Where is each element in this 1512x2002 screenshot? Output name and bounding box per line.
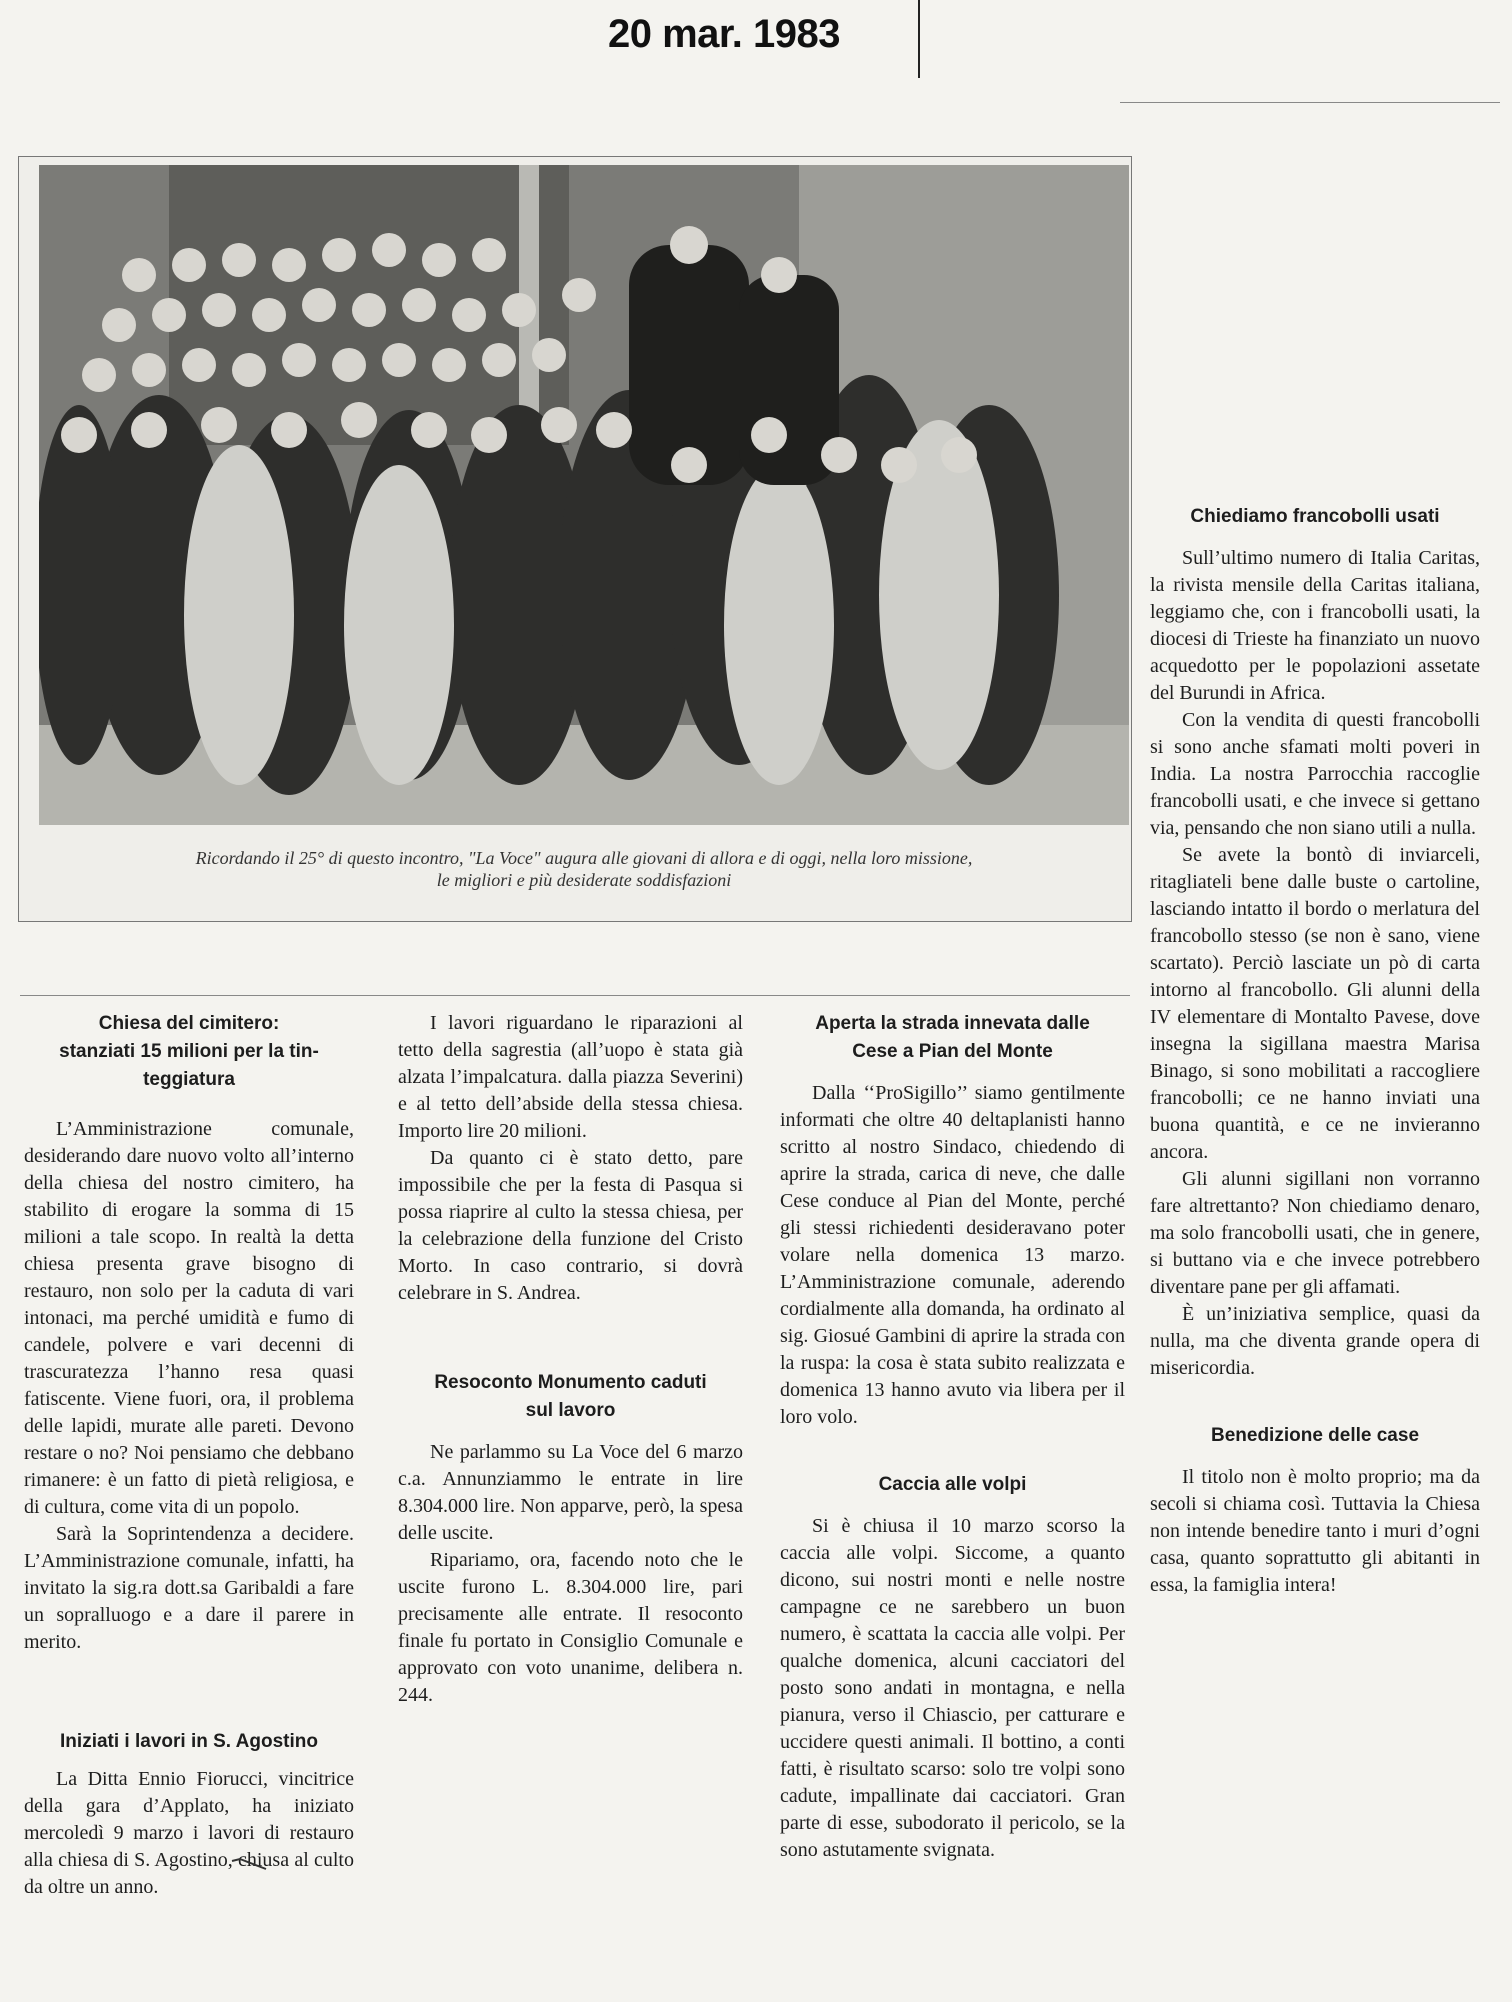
article-francobolli-paragraph: È un’iniziativa semplice, quasi da nulla, ma che diventa grande opera di misericordia. bbox=[1150, 1303, 1480, 1379]
article-benedizione-paragraph: Il titolo non è molto proprio; ma da secoli si chiama così. Tuttavia la Chiesa non intende benedire tanto i muri d’ogni casa, quanto soprattutto gli abitanti in essa, la famiglia intera! bbox=[1150, 1466, 1480, 1596]
article-monumento-paragraph: Ne parlammo su La Voce del 6 marzo c.a. Annunziammo le entrate in lire 8.304.000 lire. Non apparve, però, la spesa delle uscite. bbox=[398, 1441, 743, 1544]
article-francobolli-title: Chiediamo francobolli usati bbox=[1190, 506, 1440, 527]
article-monumento-title: Resoconto Monumento caduti sul lavoro bbox=[434, 1372, 707, 1421]
article-francobolli-paragraph: Gli alunni sigillani non vorranno fare altrettanto? Non chiediamo denaro, ma solo francobolli usati, che in genere, si buttano via e che invece potrebbero diventare pane per gli affamati. bbox=[1150, 1168, 1480, 1298]
article-benedizione-title: Benedizione delle case bbox=[1210, 1425, 1420, 1446]
group-photo-illustration bbox=[39, 165, 1129, 825]
article-francobolli-paragraph: Con la vendita di questi francobolli si sono anche sfamati molti poveri in India. La nostra Parrocchia raccoglie francobolli usati, e che invece si gettano via, pensando che non siano utili a nulla. bbox=[1150, 709, 1480, 839]
photo-frame bbox=[18, 156, 1132, 922]
photo-caption bbox=[39, 847, 1129, 891]
photo-caption-line1: Ricordando il 25° di questo incontro, "La Voce" augura alle giovani di allora e di oggi, nella loro missione, bbox=[195, 848, 973, 868]
article-monumento-paragraph: Ripariamo, ora, facendo noto che le uscite furono L. 8.304.000 lire, pari precisamente alle entrate. Il resoconto finale fu portato in Consiglio Comunale e approvato con voto unanime, delibera n. 244. bbox=[398, 1549, 743, 1706]
date-divider bbox=[918, 0, 920, 78]
article-francobolli-paragraph: Se avete la bontò di inviarceli, ritagliateli bene dalle buste o cartoline, lasciando intatto il bordo o merlatura del francobollo stesso (se non è sano, viene scartato). Perciò lasciate un pò di carta intorno al francobollo. Gli alunni della IV elementare di Montalto Pavese, dove insegna la sigillana maestra Marisa Binago, si sono mobilitati a raccogliere francobolli; ce ne hanno inviati una buona quantità, e ce ne invieranno ancora. bbox=[1150, 844, 1480, 1163]
group-photo bbox=[39, 165, 1129, 825]
article-volpi-paragraph: Si è chiusa il 10 marzo scorso la caccia alle volpi. Siccome, a quanto dicono, sui nostri monti e nelle nostre campagne ce ne sarebbero un buon numero, è scattata la caccia alle volpi. Per qualche domenica, alcuni cacciatori del posto sono andati in montagna, e nella pianura, verso il Chiascio, per catturare e uccidere questi animali. Il bottino, a conti fatti, è risultato scarso: solo tre volpi sono cadute, impallinate dai cacciatori. Gran parte di esse, subodorato il pericolo, se la sono astutamente svignata. bbox=[780, 1515, 1125, 1861]
photo-caption-line2: le migliori e più desiderate soddisfazioni bbox=[436, 870, 732, 890]
article-cimitero-title: Chiesa del cimitero: stanziati 15 milioni per la tin- teggiatura bbox=[59, 1013, 319, 1090]
photo-bottom-rule bbox=[20, 995, 1130, 996]
article-strada-title: Aperta la strada innevata dalle Cese a Pian del Monte bbox=[815, 1013, 1090, 1062]
article-volpi-title: Caccia alle volpi bbox=[878, 1474, 1027, 1495]
column-1 bbox=[24, 1010, 354, 1901]
article-strada-paragraph: Dalla ‘‘ProSigillo’’ siamo gentilmente informati che oltre 40 deltaplanisti hanno scritto al nostro Sindaco, chiedendo di aprire la strada, carica di neve, che dalle Cese conduce al Pian del Monte, perché gli stessi richiedenti desideravano poter volare nella domenica 13 marzo. L’Amministrazione comunale, aderendo cordialmente alla domanda, ha ordinato al sig. Giosué Gambini di aprire la strada con la ruspa: la cosa è stata subito realizzata e domenica 13 hanno avuto via libera per il loro volo. bbox=[780, 1082, 1125, 1428]
article-agostino-paragraph: I lavori riguardano le riparazioni al tetto della sagrestia (all’uopo è stata già alzata l’impalcatura. dalla piazza Severini) e al tetto dell’abside della stessa chiesa. Importo lire 20 milioni. bbox=[398, 1012, 743, 1142]
ink-mark-icon bbox=[230, 1857, 270, 1871]
right-column-top-rule bbox=[1120, 102, 1500, 103]
column-3 bbox=[780, 1010, 1125, 1864]
article-agostino-title: Iniziati i lavori in S. Agostino bbox=[60, 1731, 318, 1752]
article-cimitero-paragraph: Sarà la Soprintendenza a decidere. L’Amministrazione comunale, infatti, ha invitato la sig.ra dott.sa Garibaldi a fare un sopralluogo e a dare il parere in merito. bbox=[24, 1523, 354, 1653]
date-stamp bbox=[600, 8, 920, 64]
date-text: 20 mar. 1983 bbox=[608, 12, 840, 56]
column-2 bbox=[398, 1010, 743, 1709]
article-francobolli-paragraph: Sull’ultimo numero di Italia Caritas, la rivista mensile della Caritas italiana, leggiamo che, con i francobolli usati, la diocesi di Trieste ha finanziato un nuovo acquedotto per le popolazioni assetate del Burundi in Africa. bbox=[1150, 547, 1480, 704]
article-agostino-paragraph: La Ditta Ennio Fiorucci, vincitrice della gara d’Applato, ha iniziato mercoledì 9 marzo i lavori di restauro alla chiesa di S. Agostino, chiusa al culto da oltre un anno. bbox=[24, 1768, 354, 1898]
article-cimitero-paragraph: L’Amministrazione comunale, desiderando dare nuovo volto all’interno della chiesa del nostro cimitero, ha stabilito di erogare la somma di 15 milioni a tale scopo. In realtà la detta chiesa presenta grave bisogno di restauro, non solo per la caduta di vari intonaci, ma perché umidità e fumo di candele, polvere e vari decenni di trascuratezza l’hanno resa quasi fatiscente. Viene fuori, ora, il problema delle lapidi, murate alle pareti. Devono restare o no? Noi pensiamo che debbano rimanere: è un fatto di pietà religiosa, e di cultura, come vita di un popolo. bbox=[24, 1118, 354, 1518]
article-agostino-paragraph: Da quanto ci è stato detto, pare impossibile che per la festa di Pasqua si possa riaprire al culto la stessa chiesa, per la celebrazione della funzione del Cristo Morto. In caso contrario, si dovrà celebrare in S. Andrea. bbox=[398, 1147, 743, 1304]
column-4 bbox=[1150, 135, 1480, 1599]
